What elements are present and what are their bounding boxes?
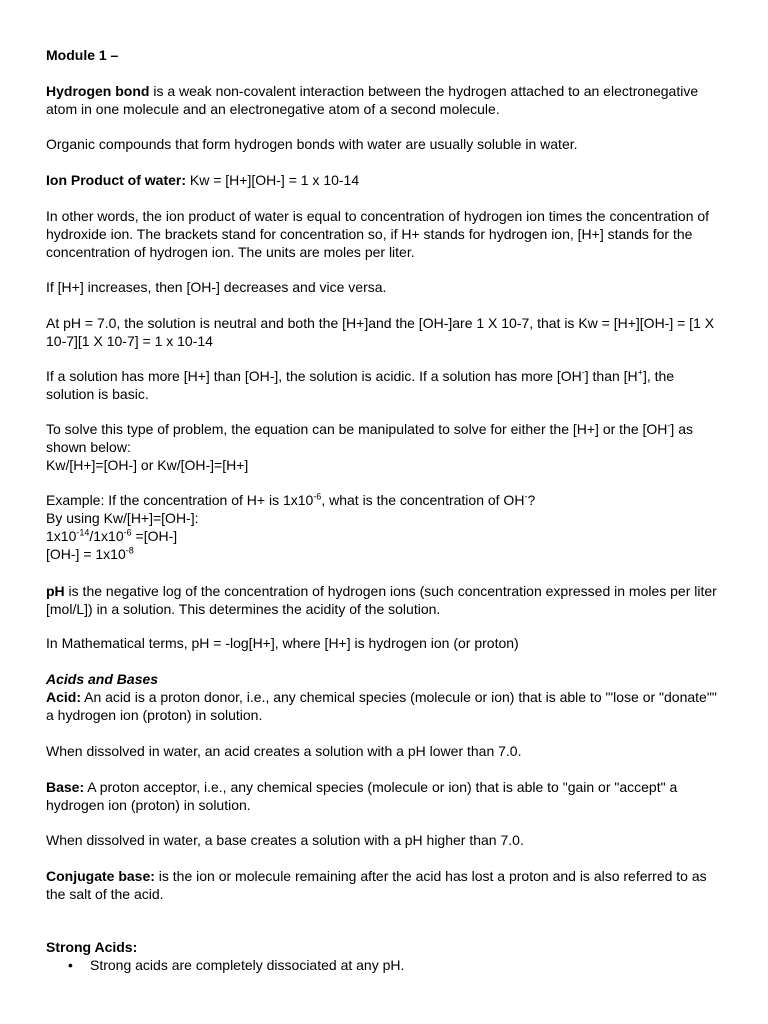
acid-term: Acid: [46,689,81,705]
conjugate-base-text: is the ion or molecule remaining after the acid has lost a proton and is also referred to as the salt of the acid. [46,868,707,902]
neutral-paragraph: At pH = 7.0, the solution is neutral and both the [H+]and the [OH-]are 1 X 10-7, that is Kw = [H+][OH-] = [1 X 10-7][1 X 10-7] = 1 x 10-14 [46,315,715,349]
base-paragraph [46,778,726,814]
example-step: By using Kw/[H+]=[OH-]: [46,510,199,526]
acidic-basic-paragraph [46,367,726,403]
superscript: -8 [125,545,134,556]
other-words-paragraph: In other words, the ion product of water is equal to concentration of hydrogen ion times the concentration of hydroxide ion. The brackets stand for concentration so, if H+ stands for hydrogen ion, [H+] stands for the concentration of hydrogen ion. The units are moles per liter. [46,208,710,260]
math-paragraph: In Mathematical terms, pH = -log[H+], where [H+] is hydrogen ion (or proton) [46,635,519,651]
acid-paragraph [46,688,726,724]
solve-equation: Kw/[H+]=[OH-] or Kw/[OH-]=[H+] [46,457,249,473]
example-text: Example: If the concentration of H+ is 1x10 [46,492,314,508]
ion-product-text: Kw = [H+][OH-] = 1 x 10-14 [186,172,360,188]
example-step: /1x10 [89,528,124,544]
example-result: [OH-] = 1x10 [46,546,126,562]
example-step: =[OH-] [131,528,178,544]
solve-paragraph [46,420,726,474]
ion-product-paragraph [46,171,726,189]
superscript: - [581,367,585,378]
superscript: + [637,367,643,378]
strong-acids-heading: Strong Acids: [46,939,138,955]
superscript: -14 [76,527,90,538]
ion-product-term: Ion Product of water: [46,172,186,188]
list-item-text: Strong acids are completely dissociated at any pH. [90,957,405,973]
base-dissolved-paragraph: When dissolved in water, a base creates a solution with a pH higher than 7.0. [46,832,524,848]
base-text: A proton acceptor, i.e., any chemical species (molecule or ion) that is able to "gain or "accept" a hydrogen ion (proton) in solution. [46,779,678,813]
acidic-basic-text-2: ] than [H [584,368,638,384]
acid-dissolved-paragraph: When dissolved in water, an acid creates a solution with a pH lower than 7.0. [46,743,522,759]
example-step: 1x10 [46,528,77,544]
organic-compounds-paragraph: Organic compounds that form hydrogen bonds with water are usually soluble in water. [46,136,578,152]
hydrogen-bond-text: is a weak non-covalent interaction between the hydrogen attached to an electronegative atom in one molecule and an electronegative atom of a second molecule. [46,83,699,117]
strong-acids-list [46,956,726,974]
module-title: Module 1 – [46,47,119,63]
base-term: Base: [46,779,85,795]
bullet-icon: • [68,957,73,973]
acidic-basic-text-3: ], the solution is basic. [46,368,675,402]
list-item [46,956,726,974]
example-text: ? [527,492,536,508]
ph-text: is the negative log of the concentration of hydrogen ions (such concentration expressed in moles per liter [mol/L]) in a solution. This determines the acidity of the solution. [46,583,717,617]
acidic-basic-text-1: If a solution has more [H+] than [OH-], the solution is acidic. If a solution has more [OH [46,368,582,384]
superscript: -6 [123,527,132,538]
ph-paragraph [46,582,726,618]
solve-text-1: To solve this type of problem, the equation can be manipulated to solve for either the [H+] or the [OH [46,421,668,437]
conjugate-base-term: Conjugate base: [46,868,155,884]
increase-paragraph: If [H+] increases, then [OH-] decreases and vice versa. [46,279,387,295]
superscript: - [667,420,671,431]
hydrogen-bond-paragraph [46,82,726,118]
acid-text: An acid is a proton donor, i.e., any chemical species (molecule or ion) that is able to "'lose or "donate"" a hydrogen ion (proton) in solution. [46,689,717,723]
conjugate-base-paragraph [46,867,726,903]
superscript: - [524,491,528,502]
example-paragraph [46,491,726,563]
acids-bases-heading: Acids and Bases [46,671,159,687]
superscript: -6 [313,491,322,502]
ph-term: pH [46,583,65,599]
hydrogen-bond-term: Hydrogen bond [46,83,150,99]
example-text: , what is the concentration of OH [321,492,525,508]
solve-text-2: ] as shown below: [46,421,693,455]
